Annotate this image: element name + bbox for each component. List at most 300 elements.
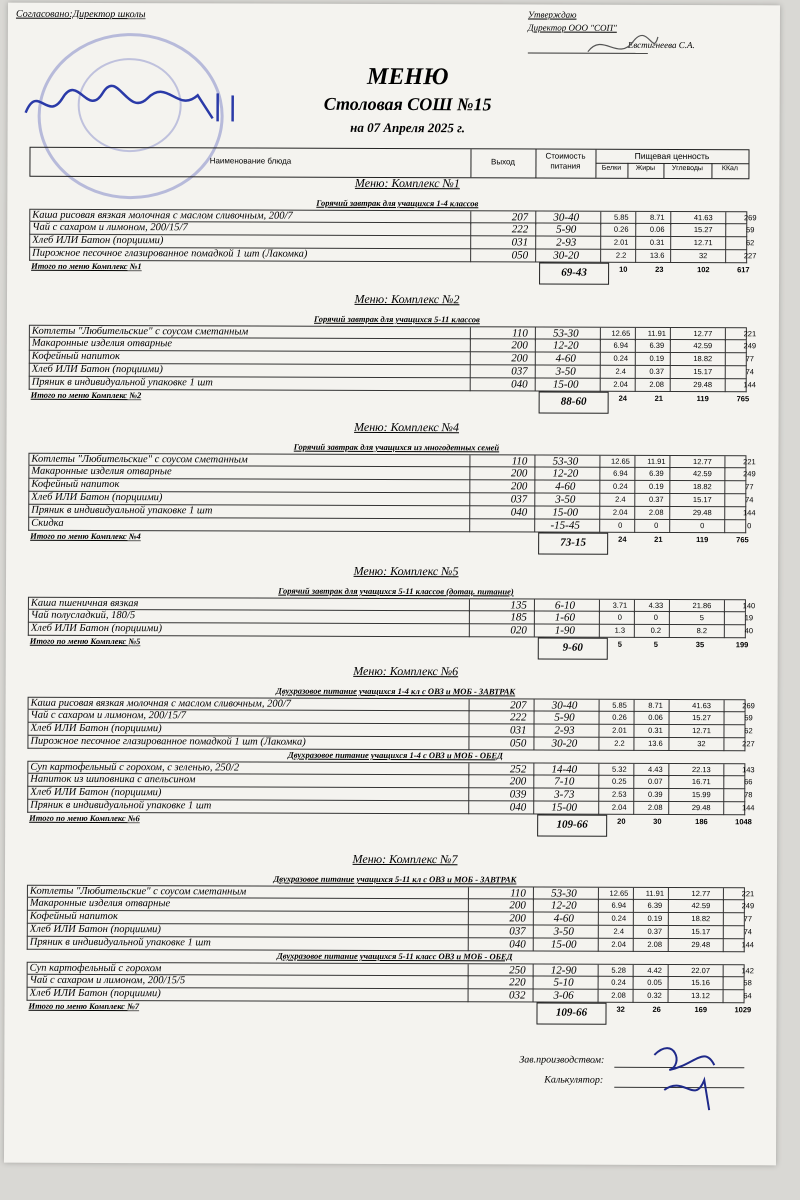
fat-cell: 4.43 — [648, 764, 663, 774]
dish-name-cell: Кофейный напиток — [31, 350, 120, 363]
dish-output-cell: 222 — [511, 223, 529, 236]
dish-output-cell: 252 — [509, 763, 527, 776]
cell-divider — [723, 776, 724, 789]
cell-divider — [635, 353, 636, 366]
fat-cell: 0.32 — [647, 990, 662, 1000]
cell-divider — [724, 712, 725, 725]
cell-divider — [469, 480, 470, 493]
protein-cell: 5.28 — [611, 965, 626, 975]
carbs-cell: 16.71 — [691, 777, 711, 787]
cell-divider — [470, 378, 471, 391]
protein-cell: 12.65 — [611, 328, 631, 338]
complex-total-row — [28, 635, 749, 654]
cell-divider — [468, 938, 469, 951]
cell-divider — [669, 712, 670, 725]
fat-cell: 0.37 — [648, 494, 664, 504]
dish-price-cell: 30-40 — [553, 211, 580, 224]
dish-name-cell: Котлеты "Любительские" с соусом сметанным — [31, 325, 249, 338]
dish-price-cell: 12-90 — [550, 964, 577, 977]
dish-price-cell: 30-40 — [551, 699, 578, 712]
fat-cell: 0.2 — [650, 625, 662, 635]
fat-cell: 11.91 — [647, 328, 667, 338]
complex-title: Меню: Комплекс №7 — [352, 851, 458, 867]
protein-cell: 6.94 — [613, 468, 628, 478]
cell-divider — [633, 939, 634, 952]
cell-divider — [469, 493, 470, 506]
protein-cell: 12.65 — [611, 456, 630, 466]
total-price-box: 88-60 — [539, 392, 609, 414]
carbs-cell: 29.48 — [691, 803, 711, 813]
cell-divider — [468, 912, 469, 925]
cell-divider — [633, 725, 634, 738]
cell-divider — [725, 340, 726, 353]
cell-divider — [669, 494, 670, 507]
cell-divider — [600, 379, 601, 392]
fat-cell: 0.06 — [648, 712, 663, 722]
protein-cell: 0 — [617, 612, 622, 622]
cell-divider — [534, 624, 535, 637]
total-nutrition-value: 30 — [653, 816, 662, 826]
carbs-cell: 15.17 — [691, 927, 711, 937]
fat-cell: 2.08 — [647, 802, 663, 812]
cell-divider — [533, 724, 534, 737]
carbs-cell: 29.48 — [692, 508, 712, 518]
dish-price-cell: 3-50 — [555, 365, 576, 378]
cell-divider — [634, 481, 635, 494]
cell-divider — [598, 939, 599, 952]
carbs-cell: 15.27 — [693, 225, 713, 235]
cell-divider — [598, 802, 599, 815]
carbs-cell: 22.13 — [691, 765, 711, 775]
cell-divider — [633, 789, 634, 802]
kcal-cell: 59 — [744, 713, 753, 723]
fat-cell: 13.6 — [648, 738, 663, 748]
protein-cell: 2.04 — [613, 379, 629, 389]
dish-name-cell: Кофейный напиток — [29, 910, 118, 923]
fat-cell: 2.08 — [648, 507, 664, 517]
complex-total-row — [28, 530, 749, 549]
carbs-cell: 12.77 — [693, 329, 713, 339]
kcal-cell: 66 — [744, 777, 753, 787]
protein-cell: 0.24 — [613, 353, 629, 363]
fat-cell: 0.39 — [647, 789, 663, 799]
complex-title: Меню: Комплекс №6 — [353, 663, 459, 679]
kcal-cell: 227 — [742, 739, 755, 749]
total-nutrition-value: 24 — [618, 534, 627, 544]
cell-divider — [633, 913, 634, 926]
cell-divider — [670, 237, 671, 250]
cell-divider — [635, 250, 636, 263]
fat-cell: 8.71 — [649, 212, 665, 222]
dish-output-cell — [477, 519, 527, 531]
cell-divider — [635, 366, 636, 379]
cell-divider — [724, 494, 725, 507]
fat-cell: 4.33 — [648, 600, 664, 610]
cell-divider — [533, 775, 534, 788]
dish-name-cell: Хлеб ИЛИ Батон (порциими) — [31, 491, 163, 504]
cell-divider — [470, 352, 471, 365]
block-subtitle: Двухразовое питание учащихся 1-4 кл с ОВЗ и МОБ - ЗАВТРАК — [276, 685, 516, 697]
cell-divider — [470, 223, 471, 236]
carbs-cell: 15.99 — [691, 790, 711, 800]
total-nutrition-value: 169 — [694, 1005, 708, 1015]
total-nutrition-value: 1048 — [735, 817, 752, 827]
total-label: Итого по меню Комплекс №4 — [30, 530, 141, 542]
cell-divider — [634, 520, 635, 533]
cell-divider — [599, 612, 600, 625]
dish-name-cell: Хлеб ИЛИ Батон (порциими) — [30, 722, 162, 735]
cell-divider — [633, 926, 634, 939]
carbs-cell: 12.71 — [693, 238, 713, 248]
cell-divider — [598, 789, 599, 802]
cell-divider — [600, 366, 601, 379]
protein-cell: 3.71 — [612, 600, 628, 610]
cell-divider — [533, 938, 534, 951]
dish-output-cell: 220 — [509, 976, 526, 989]
kcal-cell: 0 — [747, 521, 752, 531]
dish-output-cell: 207 — [510, 699, 527, 712]
cell-divider — [633, 990, 634, 1003]
cell-divider — [668, 990, 669, 1003]
dish-output-cell: 040 — [510, 506, 528, 519]
cell-divider — [598, 900, 599, 913]
cell-divider — [469, 506, 470, 519]
cell-divider — [534, 493, 535, 506]
cell-divider — [534, 711, 535, 724]
cell-divider — [533, 912, 534, 925]
cell-divider — [468, 788, 469, 801]
total-nutrition-value: 199 — [735, 640, 749, 650]
fat-cell: 0.07 — [647, 776, 663, 786]
total-nutrition-value: 186 — [695, 817, 708, 827]
protein-cell: 5.85 — [613, 212, 629, 222]
dish-name-cell: Хлеб ИЛИ Батон (порциими) — [29, 923, 161, 936]
cell-divider — [599, 712, 600, 725]
protein-cell: 0.24 — [611, 977, 626, 987]
kcal-cell: 142 — [741, 966, 754, 976]
dish-price-cell: 6-10 — [554, 599, 576, 612]
cell-divider — [669, 520, 670, 533]
cell-divider — [633, 738, 634, 751]
cell-divider — [668, 977, 669, 990]
total-nutrition-value: 765 — [736, 535, 749, 545]
protein-cell: 2.01 — [613, 237, 629, 247]
complex-title: Меню: Комплекс №2 — [354, 291, 460, 307]
dish-name-cell: Хлеб ИЛИ Батон (порциими) — [32, 234, 164, 247]
cell-divider — [668, 913, 669, 926]
cell-divider — [533, 925, 534, 938]
fat-cell: 13.6 — [649, 250, 665, 260]
kcal-cell: 144 — [741, 940, 755, 950]
header-director-label: Директор ООО "СОП" — [527, 22, 617, 33]
protein-cell: 2.08 — [611, 990, 626, 1000]
dish-name-cell: Макаронные изделия отварные — [31, 337, 173, 350]
protein-cell: 2.2 — [615, 250, 627, 260]
carbs-cell: 15.17 — [693, 367, 713, 377]
dish-price-cell: 4-60 — [553, 912, 574, 925]
dish-price-cell: 15-00 — [552, 378, 579, 391]
dish-name-cell: Хлеб ИЛИ Батон (порциими) — [30, 622, 163, 635]
cell-divider — [634, 712, 635, 725]
dish-price-cell: 12-20 — [552, 467, 579, 480]
cell-divider — [668, 802, 669, 815]
dish-output-cell: 110 — [510, 887, 526, 900]
cell-divider — [468, 925, 469, 938]
protein-cell: 6.94 — [613, 340, 629, 350]
cell-divider — [535, 352, 536, 365]
cell-divider — [670, 366, 671, 379]
cell-divider — [724, 507, 725, 520]
dish-name-cell: Пряник в индивидуальной упаковке 1 шт — [29, 936, 211, 949]
fat-cell: 0.19 — [649, 353, 665, 363]
cell-divider — [598, 738, 599, 751]
cell-divider — [598, 725, 599, 738]
total-nutrition-value: 765 — [736, 394, 750, 404]
kcal-cell: 78 — [744, 790, 753, 800]
cell-divider — [633, 900, 634, 913]
cell-divider — [635, 379, 636, 392]
cell-divider — [668, 939, 669, 952]
cell-divider — [535, 249, 536, 262]
kcal-cell: 58 — [743, 978, 752, 988]
total-nutrition-value: 24 — [618, 393, 628, 403]
cell-divider — [600, 224, 601, 237]
handwritten-signature-left — [8, 3, 780, 6]
cell-divider — [635, 340, 636, 353]
dish-name-cell: Чай с сахаром и лимоном, 200/15/7 — [30, 709, 187, 722]
cell-divider — [668, 926, 669, 939]
protein-cell: 5.32 — [612, 764, 627, 774]
carbs-cell: 12.77 — [691, 889, 711, 899]
cell-divider — [724, 520, 725, 533]
fat-cell: 11.91 — [647, 456, 666, 466]
fat-cell: 0.19 — [649, 481, 664, 491]
block-subtitle: Горячий завтрак для учащихся из многодетных семей — [293, 441, 500, 453]
protein-cell: 0.25 — [611, 776, 627, 786]
kcal-cell: 269 — [742, 701, 755, 711]
dish-name-cell: Котлеты "Любительские" с соусом сметанным — [31, 453, 248, 466]
cell-divider — [725, 366, 726, 379]
dish-price-cell: 14-40 — [551, 763, 578, 776]
total-nutrition-value: 617 — [737, 265, 750, 275]
fat-cell: 0.37 — [647, 926, 663, 936]
col-header-b: Белки — [601, 164, 622, 172]
carbs-cell: 41.63 — [692, 701, 711, 711]
dish-output-cell: 185 — [510, 611, 527, 624]
cell-divider — [599, 507, 600, 520]
cell-divider — [599, 494, 600, 507]
carbs-cell: 15.16 — [691, 978, 711, 988]
col-header-out: Выход — [490, 157, 515, 167]
cell-divider — [634, 612, 635, 625]
cell-divider — [724, 468, 725, 481]
dish-output-cell: 207 — [511, 211, 529, 224]
cell-divider — [468, 801, 469, 814]
cell-divider — [598, 926, 599, 939]
kcal-cell: 227 — [743, 251, 757, 261]
cell-divider — [670, 353, 671, 366]
cell-divider — [668, 776, 669, 789]
protein-cell: 0.24 — [613, 481, 628, 491]
cell-divider — [634, 625, 635, 638]
cell-divider — [725, 353, 726, 366]
fat-cell: 4.42 — [647, 965, 662, 975]
header-director-name: Евстигнеева С.А. — [627, 39, 695, 51]
cell-divider — [723, 939, 724, 952]
total-label: Итого по меню Комплекс №7 — [28, 1000, 140, 1012]
dish-output-cell: 031 — [511, 236, 529, 249]
dish-price-cell: 53-30 — [552, 455, 579, 468]
protein-cell: 0.24 — [611, 913, 627, 923]
cell-divider — [723, 738, 724, 751]
dish-output-cell: 039 — [509, 788, 527, 801]
cell-divider — [469, 519, 470, 532]
total-nutrition-value: 21 — [654, 393, 664, 403]
dish-price-cell: 15-00 — [550, 938, 577, 951]
fat-cell: 0.31 — [649, 237, 665, 247]
cell-divider — [600, 237, 601, 250]
protein-cell: 2.04 — [612, 507, 628, 517]
fat-cell: 0.06 — [649, 224, 665, 234]
dish-name-cell: Чай полусладкий, 180/5 — [30, 609, 136, 622]
dish-price-cell: 12-20 — [552, 339, 579, 352]
col-header-nutrition: Пищевая ценность — [634, 150, 710, 162]
cell-divider — [533, 976, 534, 989]
kcal-cell: 77 — [745, 482, 754, 492]
cell-divider — [535, 236, 536, 249]
dish-output-cell: 110 — [512, 327, 528, 340]
cell-divider — [469, 467, 470, 480]
dish-name-cell: Хлеб ИЛИ Батон (порциими) — [30, 786, 162, 799]
carbs-cell: 18.82 — [691, 914, 711, 924]
fat-cell: 0.37 — [649, 366, 665, 376]
dish-name-cell: Чай с сахаром и лимоном, 200/15/7 — [32, 221, 188, 234]
fat-cell: 0.19 — [647, 913, 663, 923]
cell-divider — [634, 468, 635, 481]
page-subtitle: Столовая СОШ №15 — [323, 93, 492, 115]
cell-divider — [469, 624, 470, 637]
cell-divider — [723, 802, 724, 815]
dish-price-cell: 1-60 — [554, 611, 575, 624]
fat-cell: 6.39 — [647, 900, 663, 910]
dish-name-cell: Каша рисовая вязкая молочная с маслом сливочным, 200/7 — [32, 209, 293, 222]
cell-divider — [670, 250, 671, 263]
document-paper — [4, 3, 780, 1166]
total-nutrition-value: 1029 — [734, 1005, 752, 1015]
kcal-cell: 140 — [742, 601, 756, 611]
cell-divider — [535, 223, 536, 236]
cell-divider — [535, 365, 536, 378]
fat-cell: 6.39 — [649, 340, 665, 350]
total-nutrition-value: 10 — [619, 264, 628, 274]
carbs-cell: 15.17 — [692, 495, 712, 505]
cell-divider — [533, 989, 534, 1002]
total-nutrition-value: 119 — [696, 535, 709, 545]
fat-cell: 8.71 — [648, 700, 663, 710]
dish-price-cell: 2-93 — [556, 236, 577, 249]
kcal-cell: 74 — [745, 367, 754, 377]
dish-price-cell: 4-60 — [555, 352, 576, 365]
header-approved-by: Согласовано:Директор школы — [15, 8, 146, 21]
carbs-cell: 42.59 — [692, 469, 712, 479]
dish-price-cell: 15-00 — [552, 506, 579, 519]
kcal-cell: 19 — [744, 613, 754, 623]
dish-price-cell: 3-06 — [553, 989, 574, 1002]
protein-cell: 2.53 — [611, 789, 627, 799]
cell-divider — [598, 913, 599, 926]
menu-date: на 07 Апреля 2025 г. — [350, 119, 466, 136]
dish-output-cell: 222 — [510, 711, 527, 724]
cell-divider — [723, 900, 724, 913]
cell-divider — [598, 990, 599, 1003]
dish-name-cell: Напиток из шиповника с апельсином — [30, 773, 196, 786]
cell-divider — [723, 789, 724, 802]
carbs-cell: 12.71 — [692, 726, 711, 736]
cell-divider — [668, 789, 669, 802]
col-header-price: Стоимость питания — [545, 151, 586, 171]
cell-divider — [600, 340, 601, 353]
cell-divider — [535, 339, 536, 352]
fat-cell: 2.08 — [647, 939, 663, 949]
footer-calculator-label: Калькулятор: — [544, 1074, 604, 1086]
dish-name-cell: Пирожное песочное глазированное помадкой 1 шт (Лакомка) — [30, 735, 306, 748]
handwritten-signature-right — [8, 3, 780, 6]
kcal-cell: 144 — [743, 380, 756, 390]
protein-cell: 2.04 — [611, 939, 627, 949]
total-nutrition-value: 32 — [616, 1004, 625, 1014]
cell-divider — [668, 725, 669, 738]
cell-divider — [725, 237, 726, 250]
dish-price-cell: 4-60 — [555, 480, 576, 493]
cell-divider — [534, 611, 535, 624]
cell-divider — [723, 913, 724, 926]
fat-cell: 6.39 — [649, 468, 664, 478]
kcal-cell: 269 — [743, 213, 757, 223]
complex-title: Меню: Комплекс №5 — [353, 563, 459, 579]
protein-cell: 5.85 — [612, 700, 627, 710]
total-label: Итого по меню Комплекс №5 — [29, 635, 141, 647]
carbs-cell: 42.59 — [693, 341, 713, 351]
cell-divider — [725, 250, 726, 263]
complex-title: Меню: Комплекс №4 — [354, 419, 460, 435]
total-nutrition-value: 35 — [695, 640, 705, 650]
kcal-cell: 249 — [743, 341, 757, 351]
cell-divider — [533, 737, 534, 750]
dish-price-cell: 5-10 — [553, 976, 574, 989]
cell-divider — [533, 788, 534, 801]
block-subtitle: Горячий завтрак для учащихся 5-11 классов (дотац. питание) — [278, 585, 514, 597]
dish-name-cell: Пряник в индивидуальной упаковке 1 шт — [30, 799, 212, 812]
header-confirm-label: Утверждаю — [527, 9, 577, 20]
fat-cell: 11.91 — [645, 888, 665, 898]
complex-total-row — [26, 1000, 752, 1019]
dish-price-cell: 5-90 — [556, 223, 577, 236]
cell-divider — [598, 776, 599, 789]
carbs-cell: 18.82 — [692, 482, 712, 492]
dish-output-cell: 037 — [511, 365, 528, 378]
cell-divider — [635, 237, 636, 250]
cell-divider — [468, 976, 469, 989]
kcal-cell: 249 — [741, 901, 755, 911]
kcal-cell: 249 — [743, 469, 756, 479]
dish-output-cell: 037 — [509, 925, 526, 938]
dish-output-cell: 040 — [509, 938, 526, 951]
block-subtitle: Горячий завтрак для учащихся 1-4 классов — [316, 197, 479, 209]
carbs-cell: 21.86 — [692, 601, 712, 611]
dish-name-cell: Суп картофельный с горохом — [29, 962, 162, 975]
kcal-cell: 144 — [742, 508, 756, 518]
total-nutrition-value: 23 — [655, 264, 664, 274]
